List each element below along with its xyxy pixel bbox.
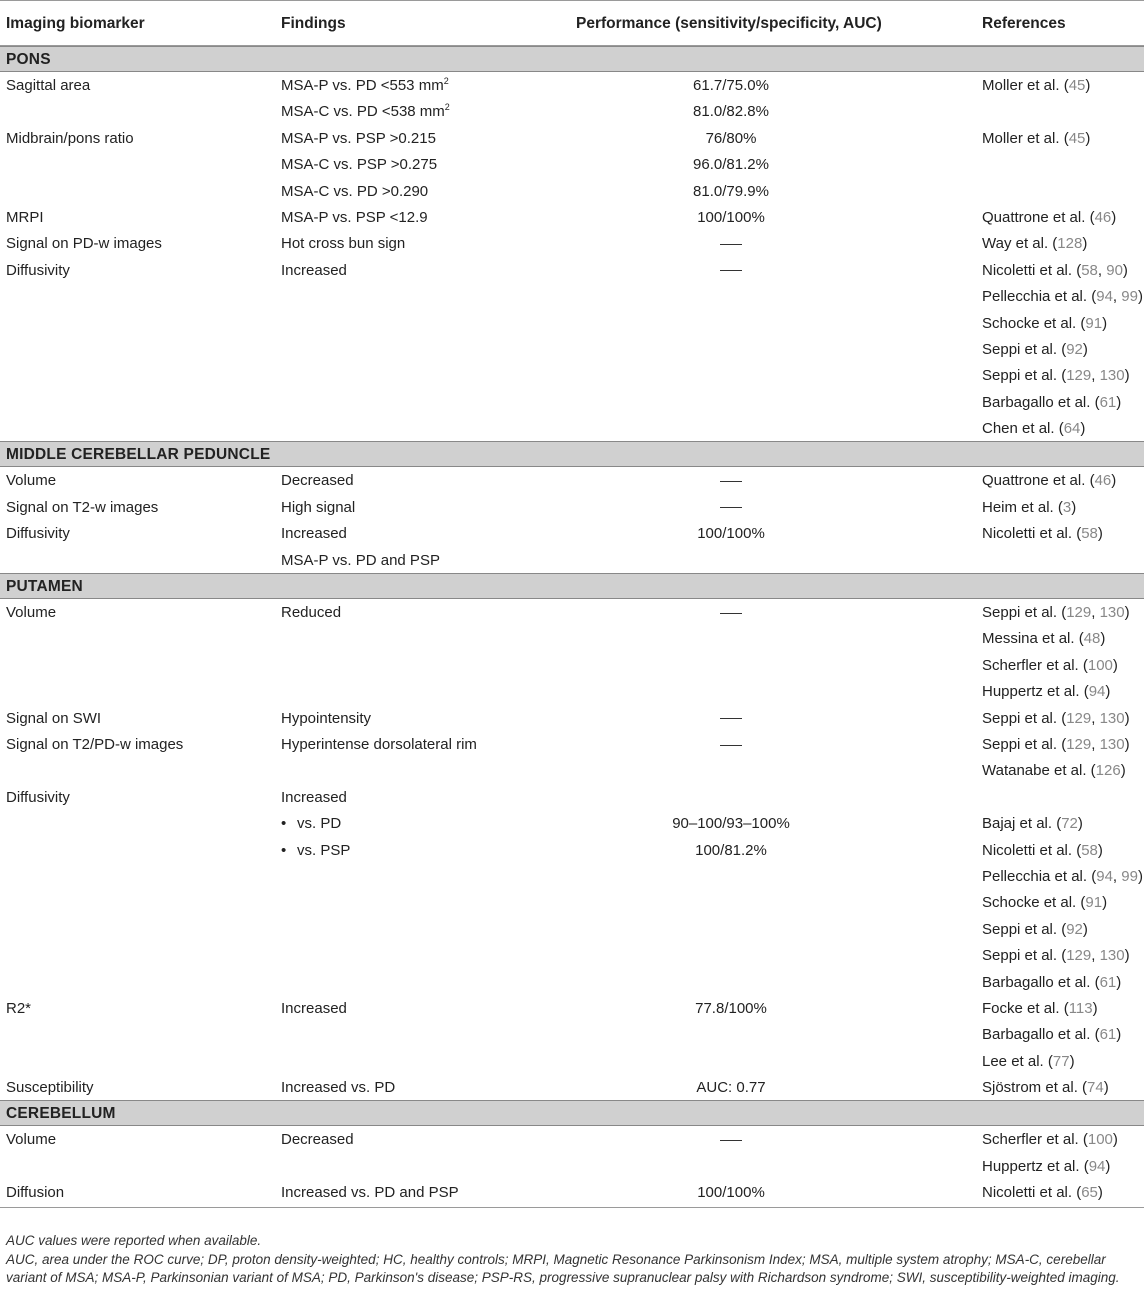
biomarker-cell: Midbrain/pons ratio — [6, 129, 134, 147]
table-footnotes — [6, 1232, 1140, 1288]
section-title: PONS — [6, 51, 51, 68]
table-row — [0, 310, 1144, 336]
table-row — [0, 283, 1144, 309]
biomarker-cell: Sagittal area — [6, 77, 91, 94]
reference-cell: Seppi et al. (129, 130) — [982, 367, 1130, 385]
table-row — [0, 863, 1144, 889]
table-row — [0, 362, 1144, 388]
reference-link: 3 — [1062, 498, 1072, 516]
reference-cell: Quattrone et al. (46) — [982, 208, 1117, 226]
finding-cell: Increased — [281, 525, 347, 543]
reference-link: 94 — [1088, 683, 1106, 701]
dash-mark — [720, 718, 742, 719]
reference-cell: Chen et al. (64) — [982, 420, 1086, 438]
reference-cell: Moller et al. (45) — [982, 129, 1091, 147]
reference-cell: Seppi et al. (92) — [982, 920, 1088, 938]
dash-mark — [720, 270, 742, 271]
performance-cell: 100/100% — [697, 525, 765, 543]
table-row — [0, 494, 1144, 520]
biomarker-cell: Diffusivity — [6, 261, 70, 279]
table-row — [0, 889, 1144, 915]
reference-link: 129 — [1066, 604, 1092, 622]
dash-mark — [720, 1140, 742, 1141]
reference-link: 130 — [1099, 947, 1125, 965]
reference-cell: Nicoletti et al. (65) — [982, 1184, 1103, 1202]
table-row — [0, 810, 1144, 836]
footnote-line: AUC values were reported when available. — [6, 1233, 262, 1248]
reference-cell: Nicoletti et al. (58) — [982, 525, 1103, 543]
dash-mark — [720, 244, 742, 245]
reference-link: 94 — [1088, 1157, 1106, 1175]
reference-cell: Huppertz et al. (94) — [982, 1157, 1111, 1175]
table-row — [0, 204, 1144, 230]
header-performance: Performance (sensitivity/specificity, AUC) — [576, 15, 882, 32]
reference-link: 100 — [1087, 656, 1113, 674]
finding-cell: MSA-C vs. PD <538 $mm^2$ — [281, 102, 450, 121]
performance-cell — [576, 499, 886, 516]
dash-mark — [720, 745, 742, 746]
dash-mark — [720, 613, 742, 614]
header-imaging-biomarker: Imaging biomarker — [6, 15, 145, 32]
reference-cell: Barbagallo et al. (61) — [982, 973, 1122, 991]
dash-mark — [720, 481, 742, 482]
table-row — [0, 625, 1144, 651]
finding-cell: vs. PD — [297, 815, 342, 833]
biomarker-cell: Signal on T2-w images — [6, 498, 159, 516]
table-row — [0, 467, 1144, 493]
reference-cell: Messina et al. (48) — [982, 630, 1106, 648]
performance-cell: 76/80% — [705, 129, 757, 147]
finding-cell: Increased — [281, 788, 347, 806]
reference-link: 130 — [1099, 604, 1125, 622]
table-row — [0, 757, 1144, 783]
finding-cell: vs. PSP — [297, 841, 351, 859]
reference-link: 129 — [1066, 367, 1092, 385]
section-header — [0, 46, 1144, 72]
reference-cell: Focke et al. (113) — [982, 999, 1098, 1017]
table-row — [0, 1048, 1144, 1074]
section-title: CEREBELLUM — [6, 1105, 116, 1123]
reference-link: 64 — [1063, 420, 1081, 438]
table-row — [0, 1153, 1144, 1179]
reference-link: 129 — [1066, 709, 1092, 727]
reference-link: 48 — [1083, 630, 1101, 648]
biomarker-cell: Susceptibility — [6, 1079, 94, 1097]
reference-cell: Seppi et al. (129, 130) — [982, 709, 1130, 727]
finding-cell: MSA-P vs. PD <553 $mm^2$ — [281, 76, 449, 94]
finding-cell: Hot cross bun sign — [281, 235, 406, 253]
biomarker-cell: MRPI — [6, 208, 44, 226]
reference-cell: Scherfler et al. (100) — [982, 656, 1118, 674]
table-row — [0, 125, 1144, 151]
reference-link: 46 — [1094, 208, 1112, 226]
table-row — [0, 1126, 1144, 1152]
bullet-icon: • — [281, 815, 287, 833]
superscript: 2 — [443, 76, 449, 86]
reference-link: 58 — [1081, 525, 1098, 543]
biomarker-cell: R2* — [6, 999, 32, 1017]
reference-link: 92 — [1066, 340, 1083, 358]
finding-cell: Decreased — [281, 1131, 354, 1149]
table-body — [0, 46, 1144, 1208]
performance-cell: 100/100% — [697, 208, 765, 226]
finding-cell: MSA-P vs. PSP <12.9 — [281, 208, 428, 226]
table-row — [0, 336, 1144, 362]
reference-link: 61 — [1099, 1026, 1117, 1044]
dash-mark — [720, 507, 742, 508]
finding-cell: Increased — [281, 999, 347, 1017]
performance-cell — [576, 235, 886, 252]
table-row — [0, 1179, 1144, 1208]
performance-cell: 100/81.2% — [695, 841, 767, 859]
performance-cell: AUC: 0.77 — [696, 1079, 766, 1097]
reference-link: 129 — [1066, 947, 1092, 965]
reference-link: 74 — [1087, 1079, 1104, 1097]
table-row — [0, 520, 1144, 546]
reference-cell: Lee et al. (77) — [982, 1052, 1075, 1070]
table-row — [0, 599, 1144, 625]
reference-cell: Watanabe et al. (126) — [982, 762, 1126, 780]
reference-link: 91 — [1085, 894, 1103, 912]
reference-link: 65 — [1081, 1184, 1098, 1202]
performance-cell — [576, 736, 886, 753]
header-references: References — [982, 15, 1066, 32]
performance-cell: 77.8/100% — [695, 999, 767, 1017]
performance-cell — [576, 604, 886, 621]
reference-link: 77 — [1052, 1052, 1070, 1070]
biomarker-cell: Diffusion — [6, 1184, 65, 1202]
reference-link: 130 — [1099, 735, 1125, 753]
table-row — [0, 178, 1144, 204]
performance-cell: 100/100% — [697, 1184, 765, 1202]
table-row — [0, 72, 1144, 98]
bullet-icon: • — [281, 841, 287, 859]
reference-link: 94 — [1096, 288, 1113, 306]
table-row — [0, 1074, 1144, 1100]
table-row — [0, 415, 1144, 441]
table-row — [0, 547, 1144, 573]
reference-link: 58 — [1081, 261, 1098, 279]
reference-cell: Seppi et al. (129, 130) — [982, 735, 1130, 753]
reference-cell: Bajaj et al. (72) — [982, 815, 1083, 833]
reference-cell: Pellecchia et al. (94, 99) — [982, 288, 1143, 306]
superscript: 2 — [444, 102, 450, 113]
table-row — [0, 151, 1144, 177]
header-findings: Findings — [281, 15, 346, 32]
biomarker-cell: Volume — [6, 472, 57, 490]
performance-cell: 61.7/75.0% — [693, 77, 769, 94]
reference-link: 92 — [1066, 920, 1083, 938]
finding-cell: High signal — [281, 498, 356, 516]
reference-cell: Scherfler et al. (100) — [982, 1131, 1118, 1149]
finding-cell: Hypointensity — [281, 709, 372, 727]
biomarker-cell: Diffusivity — [6, 525, 70, 543]
reference-link: 94 — [1096, 867, 1113, 885]
reference-cell: Seppi et al. (92) — [982, 340, 1088, 358]
reference-link: 129 — [1066, 735, 1092, 753]
finding-cell: MSA-P vs. PSP >0.215 — [281, 129, 436, 147]
section-header — [0, 1100, 1144, 1126]
performance-cell — [576, 710, 886, 727]
reference-cell: Huppertz et al. (94) — [982, 683, 1111, 701]
reference-cell: Pellecchia et al. (94, 99) — [982, 867, 1143, 885]
reference-link: 130 — [1099, 367, 1125, 385]
table-row — [0, 731, 1144, 757]
reference-link: 45 — [1068, 77, 1086, 94]
reference-link: 99 — [1121, 867, 1138, 885]
finding-cell: MSA-C vs. PD >0.290 — [281, 182, 429, 200]
performance-cell — [576, 472, 886, 489]
performance-cell — [576, 262, 886, 279]
table-row — [0, 995, 1144, 1021]
section-title: PUTAMEN — [6, 578, 83, 596]
finding-cell: Increased — [281, 261, 347, 279]
section-header — [0, 573, 1144, 599]
finding-cell: Decreased — [281, 472, 354, 490]
table-row — [0, 257, 1144, 283]
table-row — [0, 98, 1144, 124]
reference-cell: Seppi et al. (129, 130) — [982, 604, 1130, 622]
table-row — [0, 969, 1144, 995]
table-row — [0, 837, 1144, 863]
reference-link: 46 — [1094, 472, 1112, 490]
reference-cell: Schocke et al. (91) — [982, 314, 1108, 332]
reference-link: 99 — [1121, 288, 1138, 306]
reference-link: 45 — [1068, 129, 1086, 147]
reference-cell: Barbagallo et al. (61) — [982, 393, 1122, 411]
reference-cell: Nicoletti et al. (58, 90) — [982, 261, 1128, 279]
biomarker-cell: Signal on SWI — [6, 709, 102, 727]
biomarker-cell: Signal on T2/PD-w images — [6, 735, 184, 753]
performance-cell: 81.0/82.8% — [693, 103, 769, 121]
table-row — [0, 230, 1144, 256]
table-row — [0, 652, 1144, 678]
reference-link: 72 — [1061, 815, 1078, 833]
reference-cell: Heim et al. (3) — [982, 498, 1077, 516]
reference-cell: Schocke et al. (91) — [982, 894, 1108, 912]
reference-link: 61 — [1099, 973, 1117, 991]
reference-link: 128 — [1057, 235, 1083, 253]
reference-link: 90 — [1106, 261, 1123, 279]
table-row — [0, 1021, 1144, 1047]
section-title: MIDDLE CEREBELLAR PEDUNCLE — [6, 446, 271, 464]
finding-cell: Increased vs. PD — [281, 1079, 396, 1097]
table-header — [0, 0, 1144, 46]
table-row — [0, 389, 1144, 415]
reference-cell: Nicoletti et al. (58) — [982, 841, 1103, 859]
biomarker-cell: Volume — [6, 604, 57, 622]
finding-cell: Increased vs. PD and PSP — [281, 1184, 459, 1202]
reference-link: 58 — [1081, 841, 1098, 859]
reference-cell: Sjöstrom et al. (74) — [982, 1079, 1109, 1097]
performance-cell — [576, 1131, 886, 1148]
biomarker-cell: Signal on PD-w images — [6, 235, 162, 253]
biomarker-cell: Volume — [6, 1131, 57, 1149]
performance-cell: 81.0/79.9% — [693, 182, 769, 200]
performance-cell: 90–100/93–100% — [672, 815, 790, 833]
finding-cell: MSA-P vs. PD and PSP — [281, 551, 440, 569]
table-row — [0, 705, 1144, 731]
finding-cell: Hyperintense dorsolateral rim — [281, 735, 477, 753]
reference-link: 91 — [1085, 314, 1103, 332]
footnote-abbreviations: AUC, area under the ROC curve; DP, proton density-weighted; HC, healthy controls; MRPI, Magnetic Resonance Parkinsonism Index; MSA, multiple system atrophy; MSA-C, cerebellar variant of MSA; MSA-P, Parkinsonian variant of MSA; PD, Parkinson's disease; PSP-RS, progressive supranuclear palsy with Richardson syndrome; SWI, susceptibility-weighted imaging. — [6, 1251, 1120, 1285]
table-row — [0, 784, 1144, 810]
reference-link: 130 — [1099, 709, 1125, 727]
reference-cell: Seppi et al. (129, 130) — [982, 947, 1130, 965]
reference-cell: Way et al. (128) — [982, 235, 1088, 253]
section-header — [0, 441, 1144, 467]
reference-link: 113 — [1068, 999, 1093, 1017]
table-row — [0, 942, 1144, 968]
reference-link: 126 — [1095, 762, 1121, 780]
reference-cell: Quattrone et al. (46) — [982, 472, 1117, 490]
biomarker-cell: Diffusivity — [6, 788, 70, 806]
table-row — [0, 678, 1144, 704]
finding-cell: Reduced — [281, 604, 342, 622]
reference-cell: Moller et al. (45) — [982, 77, 1091, 94]
finding-cell: MSA-C vs. PSP >0.275 — [281, 156, 438, 174]
table-row — [0, 916, 1144, 942]
reference-link: 61 — [1099, 393, 1117, 411]
reference-link: 100 — [1087, 1131, 1113, 1149]
performance-cell: 96.0/81.2% — [693, 156, 769, 174]
reference-cell: Barbagallo et al. (61) — [982, 1026, 1122, 1044]
